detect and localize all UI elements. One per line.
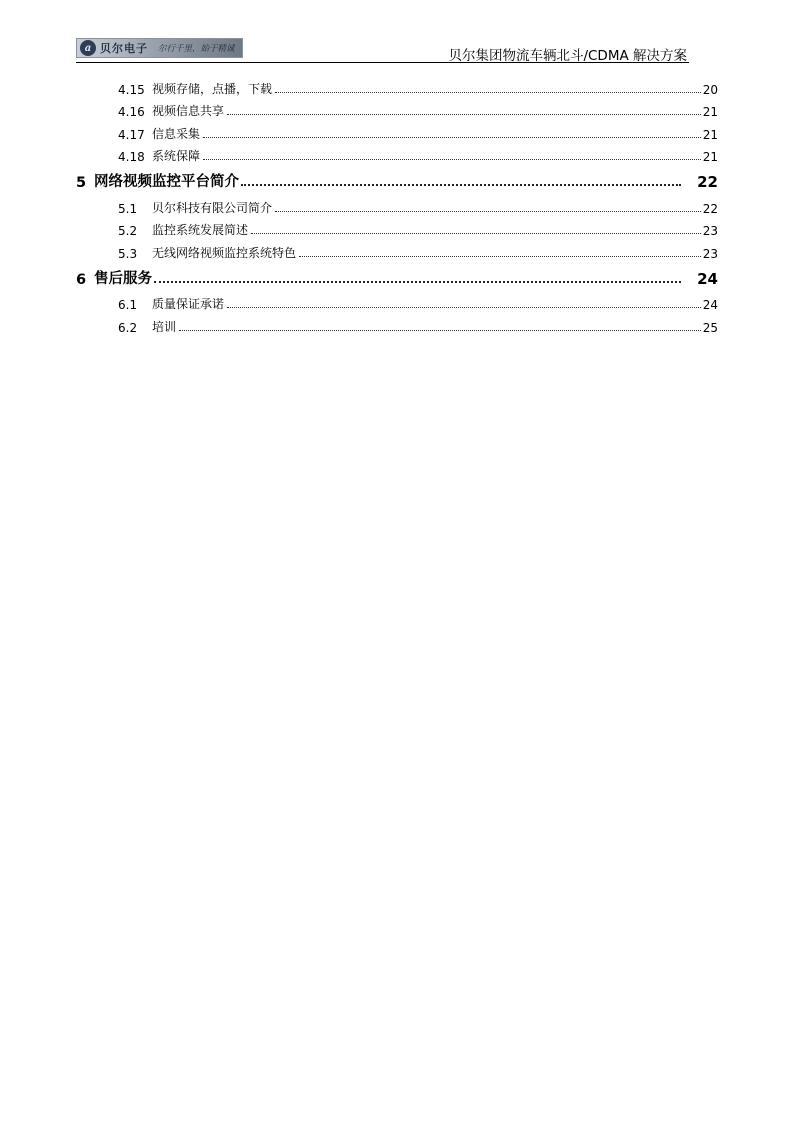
toc-entry-title: 培训	[152, 319, 177, 334]
toc-entry-5-3[interactable]	[76, 238, 718, 261]
toc-entry-title: 监控系统发展简述	[152, 223, 249, 237]
toc-entry-6-2[interactable]	[76, 312, 718, 335]
toc-entry-4-17[interactable]	[76, 119, 718, 142]
toc-entry-4-18[interactable]	[76, 142, 718, 165]
dot-leader	[275, 91, 701, 93]
logo-mark-icon: a	[80, 40, 96, 56]
dot-leader	[227, 113, 701, 115]
dot-leader	[203, 158, 701, 160]
dot-leader	[299, 255, 701, 257]
toc-entry-title: 系统保障	[152, 149, 201, 163]
toc-entry-title: 视频信息共享	[152, 104, 225, 118]
toc-entry-4-15[interactable]	[76, 74, 718, 97]
dot-leader	[179, 329, 701, 331]
toc-entry-number: 4.18	[118, 150, 145, 164]
toc-entry-5-2[interactable]	[76, 216, 718, 239]
toc-entry-number: 5.2	[118, 224, 138, 238]
toc-entry-page: 22	[702, 201, 718, 216]
toc-entry-number: 6.2	[118, 320, 138, 335]
toc-entry-page: 24	[702, 298, 718, 312]
toc-entry-number: 6.1	[118, 298, 138, 312]
toc-entry-title: 无线网络视频监控系统特色	[152, 245, 297, 260]
dot-leader	[241, 183, 681, 186]
company-logo	[76, 38, 243, 58]
dot-leader	[203, 136, 701, 138]
dot-leader	[275, 210, 701, 212]
dot-leader	[251, 232, 701, 234]
toc-entry-title: 贝尔科技有限公司简介	[152, 200, 273, 215]
toc-chapter-5[interactable]	[76, 166, 718, 193]
page-header	[76, 36, 689, 63]
toc-entry-page: 23	[702, 224, 718, 238]
dot-leader	[227, 306, 701, 308]
toc-entry-page: 21	[702, 150, 718, 164]
toc-entry-6-1[interactable]	[76, 290, 718, 313]
toc-entry-page: 21	[702, 105, 718, 119]
toc-entry-5-1[interactable]	[76, 193, 718, 216]
logo-company-name: 贝尔电子	[100, 42, 148, 55]
logo-slogan: 尔行千里，始于精诚	[158, 44, 235, 54]
toc-chapter-title: 网络视频监控平台简介	[94, 174, 239, 190]
table-of-contents	[76, 74, 718, 335]
dot-leader	[154, 280, 681, 283]
toc-entry-page: 23	[702, 246, 718, 261]
toc-entry-page: 20	[702, 82, 718, 97]
toc-entry-page: 21	[702, 127, 718, 142]
toc-chapter-number: 5	[76, 175, 87, 191]
toc-entry-title: 信息采集	[152, 126, 201, 141]
toc-entry-title: 视频存储，点播，下载	[152, 81, 273, 96]
toc-entry-title: 质量保证承诺	[152, 297, 225, 311]
toc-entry-number: 4.16	[118, 105, 145, 119]
document-title: 贝尔集团物流车辆北斗/CDMA 解决方案	[448, 48, 687, 64]
toc-entry-page: 25	[702, 320, 718, 335]
toc-entry-number: 4.15	[118, 82, 145, 97]
toc-entry-number: 4.17	[118, 127, 145, 142]
toc-chapter-page: 22	[697, 173, 718, 191]
toc-entry-number: 5.1	[118, 201, 138, 216]
toc-chapter-6[interactable]	[76, 263, 718, 290]
toc-chapter-number: 6	[76, 271, 87, 288]
toc-chapter-title: 售后服务	[94, 270, 152, 287]
toc-chapter-page: 24	[697, 269, 718, 288]
toc-entry-number: 5.3	[118, 246, 138, 261]
toc-entry-4-16[interactable]	[76, 97, 718, 120]
